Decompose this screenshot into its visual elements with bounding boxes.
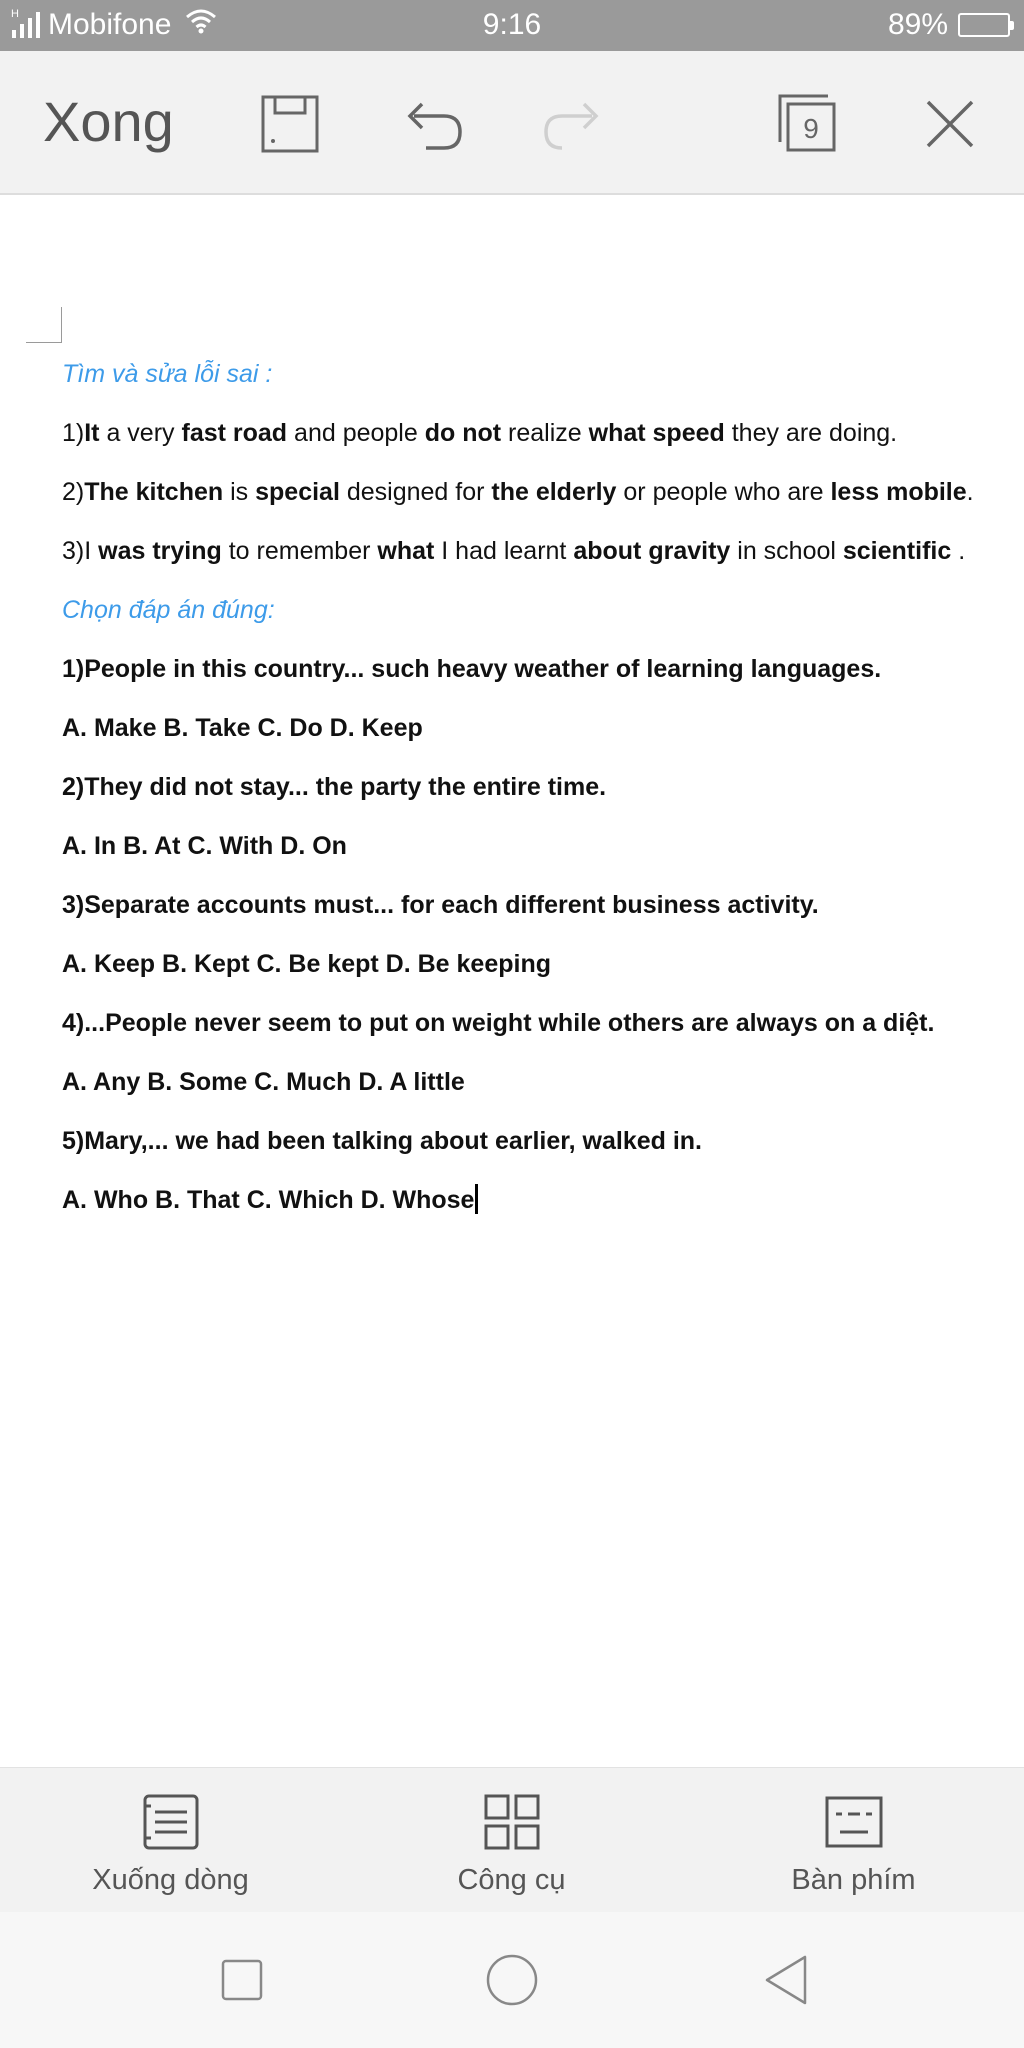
system-nav-bar [0,1912,1024,2048]
network-indicator: H [11,8,19,20]
answers-2: A. In B. At C. With D. On [62,832,347,860]
newline-icon [141,1792,201,1852]
done-button[interactable]: Xong [43,90,174,153]
answers-1: A. Make B. Take C. Do D. Keep [62,714,423,742]
battery-percent: 89% [887,8,948,41]
redo-icon[interactable] [538,89,608,159]
editor-toolbar [0,51,1024,195]
back-icon[interactable] [758,1952,814,2008]
undo-icon[interactable] [398,89,468,159]
carrier-name: Mobifone [48,8,172,41]
keyboard-label: Bàn phím [791,1864,916,1896]
close-icon[interactable] [915,89,985,159]
section-heading-choose-answer: Chọn đáp án đúng: [62,596,275,624]
page-count: 9 [803,113,819,144]
error-sentence-3: 3)I was trying to remember what I had learnt about gravity in school scientific . [62,537,966,565]
grid-tools-icon [482,1792,542,1852]
text-cursor [475,1184,478,1214]
error-sentence-1: 1)It a very fast road and people do not realize what speed they are doing. [62,419,898,447]
section-heading-find-errors: Tìm và sửa lỗi sai : [62,360,273,388]
document-text[interactable] [62,345,1012,1230]
question-3: 3)Separate accounts must... for each different business activity. [62,891,819,919]
error-sentence-2: 2)The kitchen is special designed for the elderly or people who are less mobile. [62,478,974,506]
pages-icon[interactable] [773,89,843,159]
question-1: 1)People in this country... such heavy weather of learning languages. [62,655,882,683]
battery-icon [958,13,1010,37]
newline-label: Xuống dòng [92,1864,249,1896]
margin-corner-mark [26,307,62,343]
answers-5-row [62,1171,1012,1230]
question-2: 2)They did not stay... the party the entire time. [62,773,607,801]
status-right [888,8,1010,42]
status-bar [0,0,1024,51]
bottom-tool-panel [0,1767,1024,1912]
keyboard-button[interactable] [683,1768,1024,1913]
answers-5: A. Who B. That C. Which D. Whose [62,1186,475,1214]
answers-3: A. Keep B. Kept C. Be kept D. Be keeping [62,950,551,978]
home-icon[interactable] [484,1952,540,2008]
tools-button[interactable] [341,1768,682,1913]
answers-4: A. Any B. Some C. Much D. A little [62,1068,465,1096]
question-5: 5)Mary,... we had been talking about earlier, walked in. [62,1127,703,1155]
clock: 9:16 [482,8,542,41]
save-icon[interactable] [255,89,325,159]
recent-apps-icon[interactable] [214,1952,270,2008]
keyboard-icon [824,1792,884,1852]
newline-button[interactable] [0,1768,341,1913]
question-4: 4)...People never seem to put on weight while others are always on a diệt. [62,1009,935,1037]
tools-label: Công cụ [457,1864,566,1896]
document-canvas[interactable] [0,197,1024,1767]
